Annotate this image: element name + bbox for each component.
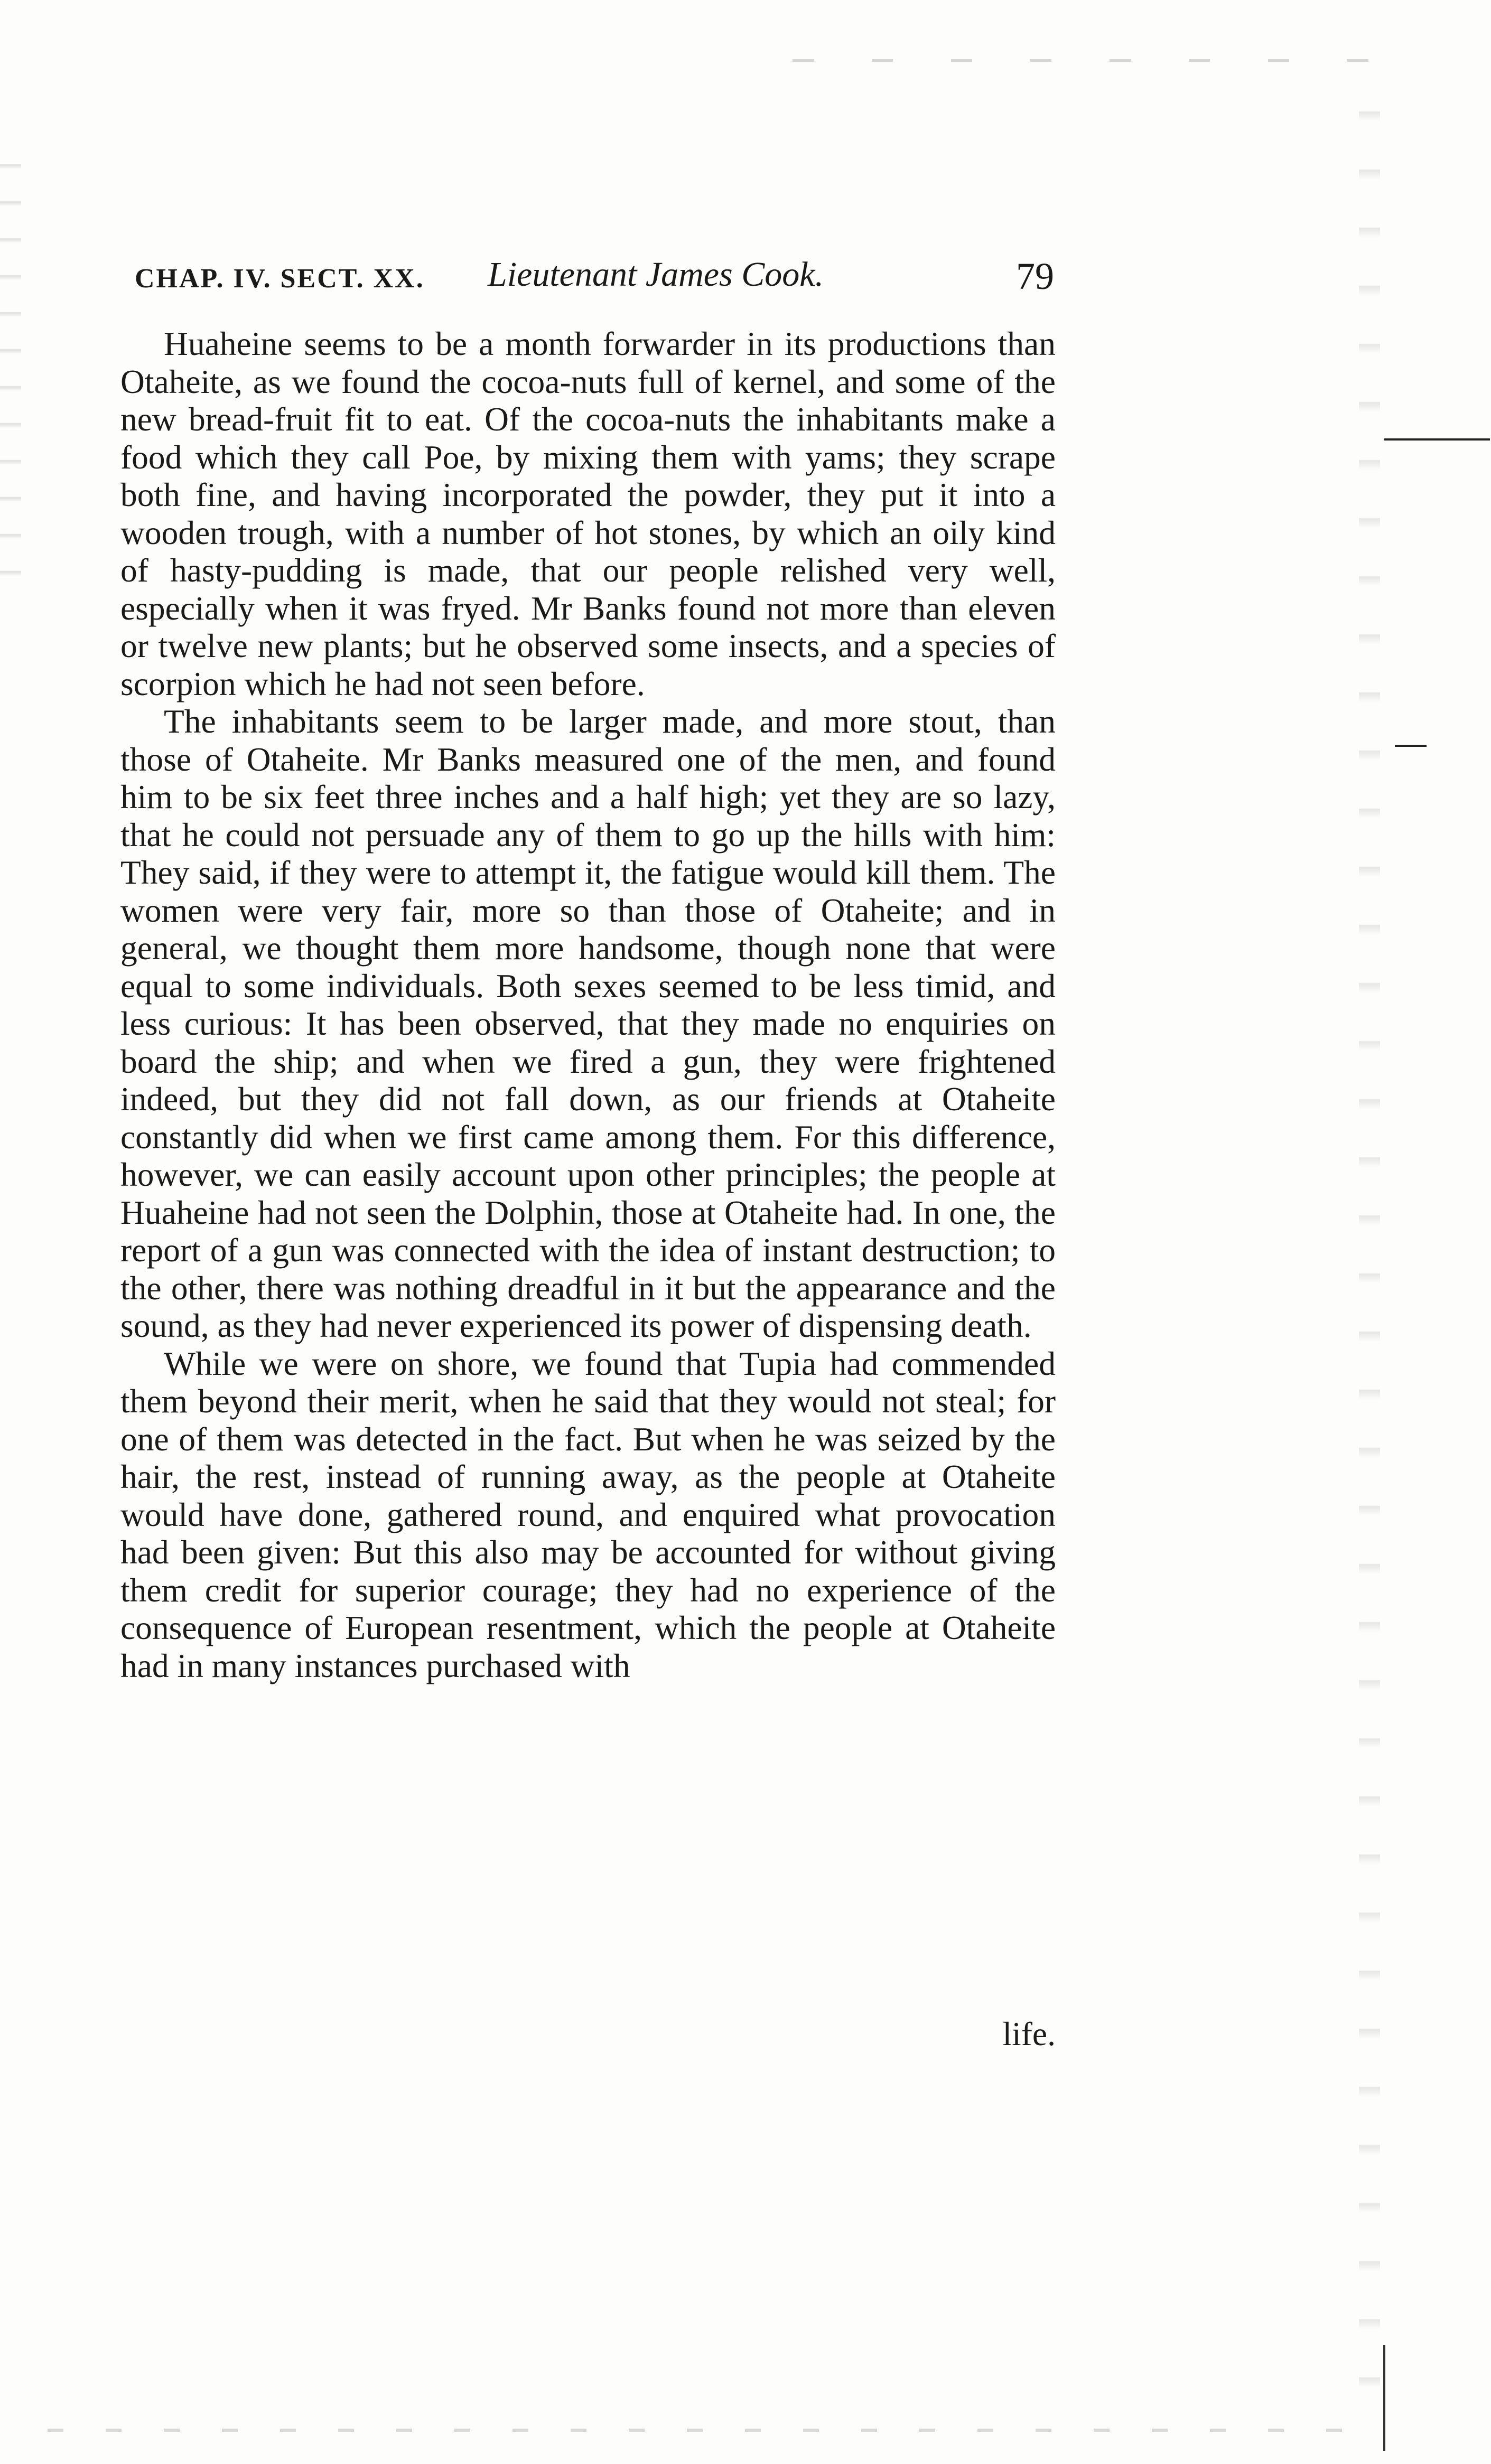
scan-edge-left	[0, 132, 21, 607]
running-header	[135, 248, 1054, 301]
body-text	[120, 325, 1056, 1684]
paragraph: Huaheine seems to be a month forwarder in its productions than Otaheite, as we found the cocoa-nuts full of kernel, and some of the new bread-fruit fit to eat. Of the cocoa-nuts the inhabitants make a food which they call Poe, by mixing them with yams; they scrape both fine, and having incorporated the powder, they put it into a wooden trough, with a number of hot stones, by which an oily kind of hasty-pudding is made, that our people relished very well, especially when it was fryed. Mr Banks found not more than eleven or twelve new plants; but he observed some insects, and a species of scorpion which he had not seen before.	[120, 325, 1056, 702]
paragraph: While we were on shore, we found that Tupia had commended them beyond their merit, when he said that they would not steal; for one of them was detected in the fact. But when he was seized by the hair, the rest, instead of running away, as the people at Otaheite would have done, gathered round, and enquired what provocation had been given: But this also may be accounted for without giving them credit for superior courage; they had no experience of the consequence of European resentment, which the people at Otaheite had in many instances purchased with	[120, 1344, 1056, 1684]
scan-mark	[1383, 2345, 1385, 2451]
paragraph: The inhabitants seem to be larger made, and more stout, than those of Otaheite. Mr Banks measured one of the men, and found him to be six feet three inches and a half high; yet they are so lazy, that he could not persuade any of them to go up the hills with him: They said, if they were to attempt it, the fatigue would kill them. The women were very fair, more so than those of Otaheite; and in general, we thought them more handsome, though none that were equal to some individuals. Both sexes seemed to be less timid, and less curious: It has been observed, that they made no enquiries on board the ship; and when we fired a gun, they were frightened indeed, but they did not fall down, as our friends at Otaheite constantly did when we first came among them. For this difference, however, we can easily account upon other principles; the people at Huaheine had not seen the Dolphin, those at Otaheite had. In one, the report of a gun was connected with the idea of instant destruction; to the other, there was nothing dreadful in it but the appearance and the sound, as they had never experienced its power of dispensing death.	[120, 702, 1056, 1344]
running-title: Lieutenant James Cook.	[488, 255, 824, 294]
scan-edge-right	[1359, 63, 1380, 2387]
catchword: life.	[1002, 2015, 1056, 2053]
chapter-section: CHAP. IV. SECT. XX.	[135, 264, 425, 294]
scan-noise-top	[793, 59, 1374, 62]
scan-mark	[1395, 745, 1427, 747]
scan-mark	[1384, 438, 1490, 441]
scan-noise-bottom	[48, 2429, 1342, 2432]
page-number: 79	[1016, 255, 1054, 297]
